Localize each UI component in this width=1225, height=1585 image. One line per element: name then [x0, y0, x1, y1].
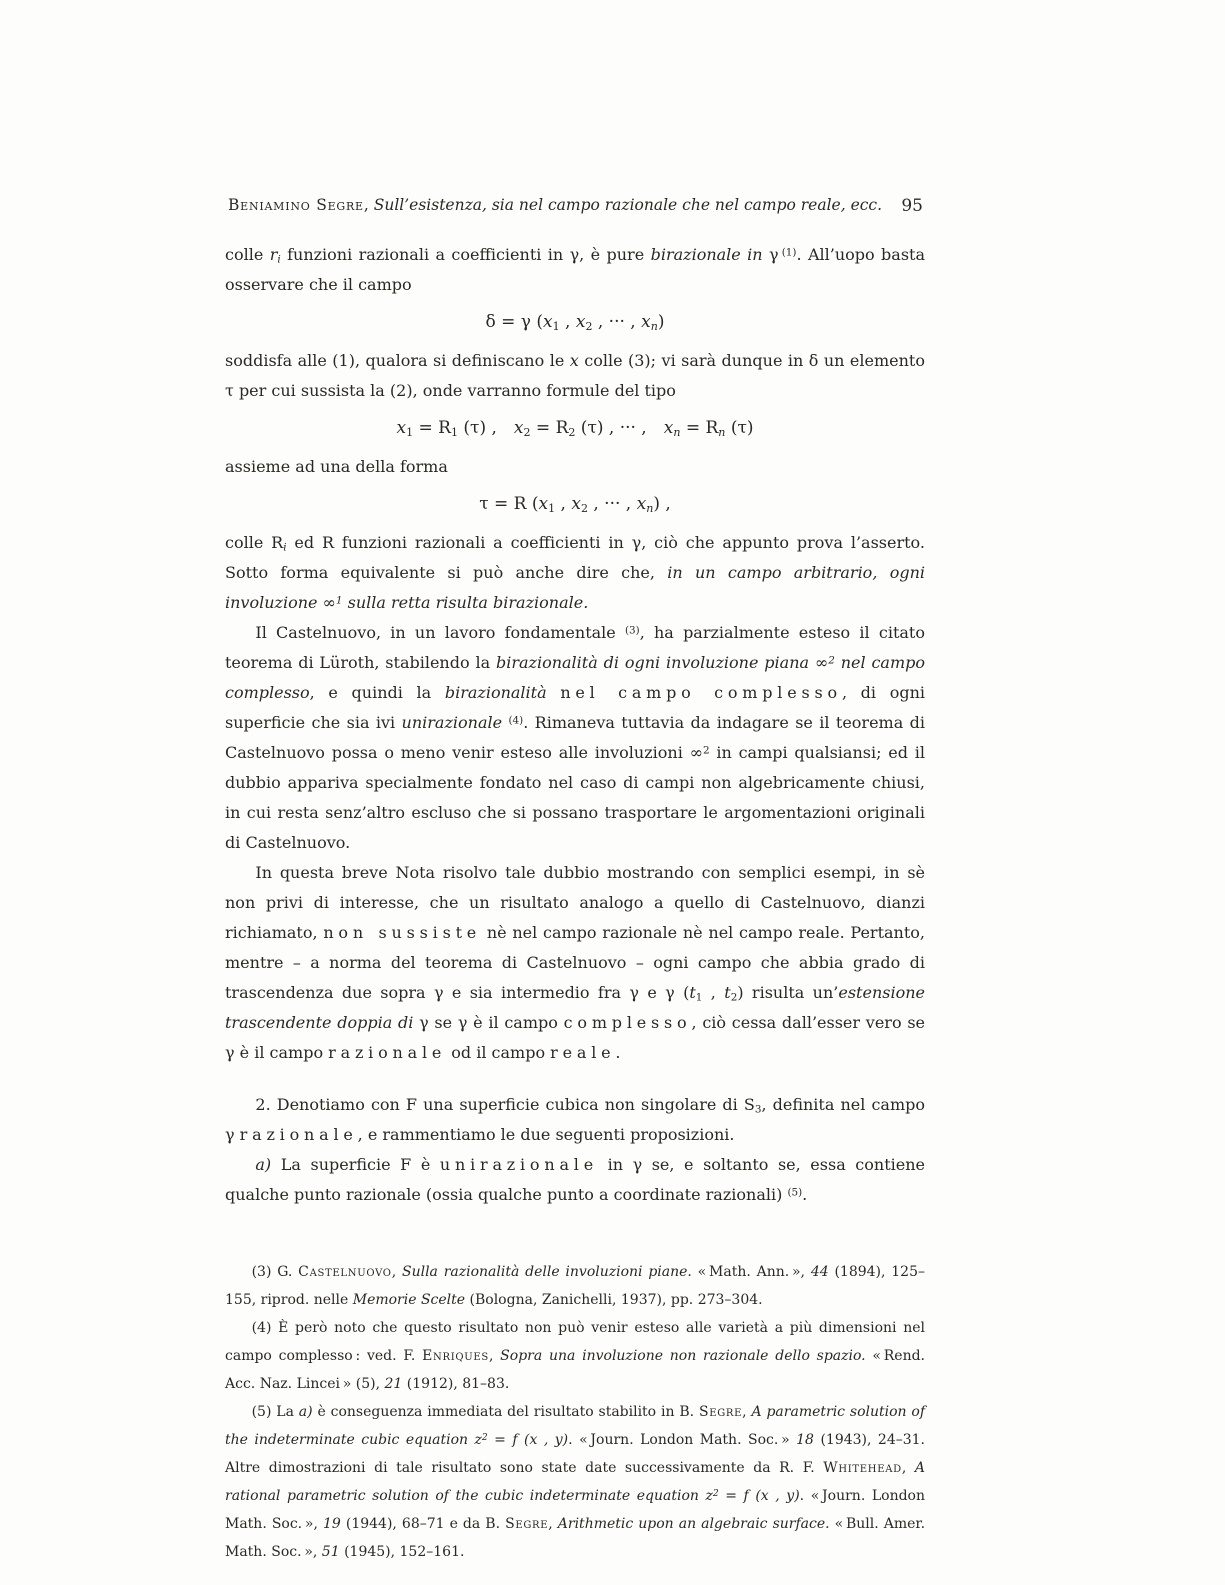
- text-run: Sulla razionalità delle involuzioni piane.: [401, 1264, 692, 1280]
- equation: [225, 491, 925, 517]
- footnote: [225, 1398, 925, 1566]
- text-run: colle (3); vi sarà dunque in δ un elemento τ per cui sussista la (2), onde varranno formule del tipo: [225, 351, 925, 400]
- text-run: , e quindi la: [309, 683, 445, 702]
- text-run: .: [802, 1185, 808, 1204]
- text-run: 3: [754, 1103, 762, 1116]
- text-run: 2: [568, 425, 576, 439]
- text-run: (τ) ,: [458, 418, 514, 438]
- footnote: [225, 1258, 925, 1314]
- text-run: colle: [225, 245, 270, 264]
- text-run: « Bull. Amer. Math. Soc. »,: [225, 1516, 926, 1560]
- text-run: x: [538, 494, 549, 514]
- text-run: x: [513, 418, 524, 438]
- text-run: in un campo arbitrario, ogni involuzione ∞: [225, 563, 925, 612]
- text-run: od il campo: [446, 1043, 551, 1062]
- text-run: n: [646, 501, 654, 515]
- paragraph: [225, 240, 925, 300]
- page-number: 95: [901, 196, 923, 216]
- text-run: 1: [406, 425, 414, 439]
- running-head-text: [225, 196, 925, 214]
- text-run: (1944), 68–71 e da B.: [340, 1516, 506, 1532]
- text-run: reale: [550, 1043, 616, 1062]
- text-run: , ciò cessa dall’esser vero se γ è il campo: [225, 1013, 925, 1062]
- text-run: 19: [323, 1516, 341, 1532]
- text-run: 2: [580, 501, 588, 515]
- text-run: birazionale in: [650, 245, 763, 264]
- text-run: Segre: [505, 1516, 549, 1532]
- text-run: 2: [585, 319, 593, 333]
- text-run: , ··· ,: [587, 494, 637, 514]
- text-run: Enriques: [422, 1348, 489, 1364]
- text-run: ,: [488, 1348, 501, 1364]
- text-run: x: [636, 494, 647, 514]
- text-run: 2: [523, 425, 531, 439]
- text-run: ,: [548, 1516, 558, 1532]
- paragraph: [225, 1090, 925, 1150]
- text-run: x: [575, 312, 586, 332]
- text-run: non sussiste: [323, 923, 482, 942]
- text-run: 18: [796, 1432, 814, 1448]
- text-run: A rational parametric solution of the cubic indeterminate equation z: [225, 1460, 925, 1504]
- text-run: n: [650, 319, 658, 333]
- text-run: 2: [712, 1488, 719, 1499]
- text-run: « Rend. Acc. Naz. Lincei » (5),: [225, 1348, 926, 1392]
- text-run: r: [269, 245, 278, 264]
- text-run: (4) È però noto che questo risultato non può venir esteso alle varietà a più dimensioni nel campo complesso : ved. F.: [225, 1320, 925, 1364]
- text-run: (τ) , ··· ,: [575, 418, 664, 438]
- text-run: sulla retta risulta birazionale.: [342, 593, 589, 612]
- text-run: (1943), 24–31. Altre dimostrazioni di tale risultato sono state date successivamente da R. F.: [225, 1432, 925, 1476]
- text-run: birazionalità di ogni involuzione piana ∞: [495, 653, 829, 672]
- running-head-title: Sull’esistenza, sia nel campo razionale che nel campo reale, ecc.: [373, 196, 883, 214]
- text-run: 1: [335, 594, 343, 607]
- text-run: ) risulta un’: [737, 983, 839, 1002]
- text-run: (3) G.: [251, 1264, 299, 1280]
- text-run: in γ se, e soltanto se, essa contiene qualche punto razionale (ossia qualche punto a coordinate razionali): [225, 1155, 925, 1204]
- equation: [225, 309, 925, 335]
- paragraph: [225, 346, 925, 406]
- text-run: soddisfa alle (1), qualora si definiscano le: [225, 351, 570, 370]
- text-run: Il Castelnuovo, in un lavoro fondamentale: [255, 623, 625, 642]
- text-run: 1: [552, 319, 560, 333]
- text-run: estensione trascendente doppia di: [225, 983, 925, 1032]
- text-run: Segre: [698, 1404, 743, 1420]
- text-run: è conseguenza immediata del risultato stabilito in B.: [312, 1404, 699, 1420]
- text-run: n: [673, 425, 681, 439]
- text-run: nè nel campo razionale nè nel campo reale. Pertanto, mentre – a norma del teorema di Castelnuovo – ogni campo che abbia grado di trascendenza due sopra γ e sia intermedio fra γ e γ (: [225, 923, 926, 1002]
- text-run: 51: [321, 1544, 340, 1560]
- running-head-author: Beniamino Segre: [227, 196, 364, 214]
- text-run: (5): [787, 1186, 803, 1199]
- text-run: x: [641, 312, 651, 332]
- text-run: = f (x , y): [487, 1432, 569, 1448]
- text-run: Sopra una involuzione non razionale dello spazio.: [500, 1348, 866, 1364]
- running-head: [225, 196, 925, 214]
- text-run: ): [657, 312, 665, 332]
- text-run: (1945), 152–161.: [339, 1544, 465, 1560]
- text-run: . Rimaneva tuttavia da indagare se il teorema di Castelnuovo possa o meno venir esteso alle involuzioni ∞: [225, 713, 926, 762]
- text-run: birazionalità: [444, 683, 547, 702]
- text-run: 21: [384, 1376, 403, 1392]
- text-run: ed R funzioni razionali a coefficienti in γ, ciò che appunto prova l’asserto. Sotto forma equivalente si può anche dire che,: [225, 533, 925, 582]
- text-run: Arithmetic upon an algebraic surface.: [557, 1516, 830, 1532]
- text-run: ,: [901, 1460, 915, 1476]
- text-run: 2: [730, 991, 738, 1004]
- text-run: a): [298, 1404, 313, 1420]
- text-run: n: [718, 425, 726, 439]
- text-run: = R: [680, 418, 719, 438]
- text-run: t: [724, 983, 731, 1002]
- text-run: x: [569, 351, 579, 370]
- text-run: ,: [702, 983, 725, 1002]
- text-run: unirazionale: [401, 713, 503, 732]
- text-run: (1894), 125–155, riprod. nelle: [225, 1264, 925, 1308]
- text-run: x: [663, 418, 674, 438]
- text-run: ,: [555, 494, 572, 514]
- text-run: A parametric solution of the indeterminate cubic equation z: [225, 1404, 926, 1448]
- text-run: , definita nel campo γ: [225, 1095, 925, 1144]
- paragraph: [225, 452, 925, 482]
- text-run: , e rammentiamo le due seguenti proposizioni.: [357, 1125, 735, 1144]
- text-run: (1912), 81–83.: [402, 1376, 510, 1392]
- text-run: i: [283, 541, 287, 554]
- footnote: [225, 1314, 925, 1398]
- text-run: x: [571, 494, 581, 514]
- paragraph: [225, 858, 925, 1068]
- text-run: (τ): [725, 418, 754, 438]
- text-run: (5) La: [251, 1404, 299, 1420]
- text-run: funzioni razionali a coefficienti in γ, è pure: [280, 245, 651, 264]
- text-run: = f (x , y): [718, 1488, 800, 1504]
- text-run: i: [277, 253, 281, 266]
- text-run: complesso: [563, 1013, 692, 1032]
- text-run: 1: [548, 501, 556, 515]
- text-run: 2: [481, 1432, 488, 1443]
- text-run: razionale: [239, 1125, 358, 1144]
- paragraph: [225, 1150, 925, 1210]
- paragraph: [225, 528, 925, 618]
- text-run: 2: [828, 654, 835, 667]
- text-run: a): [255, 1155, 272, 1174]
- text-run: unirazionale: [439, 1155, 598, 1174]
- text-run: , ··· ,: [592, 312, 642, 332]
- running-head-separator: ,: [363, 196, 374, 214]
- text-column: [225, 240, 925, 1566]
- text-run: t: [689, 983, 696, 1002]
- text-run: 44: [810, 1264, 829, 1280]
- text-run: γ: [762, 245, 782, 264]
- text-run: nel campo complesso: [560, 683, 842, 702]
- text-run: (3): [624, 624, 640, 637]
- text-run: in campi qualsiansi; ed il dubbio appariva specialmente fondato nel caso di campi non algebricamente chiusi, in cui resta senz’altro escluso che si possano trasportare le argomentazioni originali di Castelnuovo.: [225, 743, 926, 852]
- text-run: (Bologna, Zanichelli, 1937), pp. 273–304.: [465, 1292, 763, 1308]
- text-run: Whitehead: [823, 1460, 902, 1476]
- text-run: x: [543, 312, 553, 332]
- text-run: Memorie Scelte: [352, 1292, 466, 1308]
- text-run: = R: [413, 418, 451, 438]
- text-run: ) ,: [653, 494, 671, 514]
- text-run: colle R: [225, 533, 284, 552]
- text-run: razionale: [328, 1043, 447, 1062]
- text-run: 2. Denotiamo con F una superficie cubica non singolare di S: [255, 1095, 755, 1114]
- text-run: . « Journ. London Math. Soc. »: [568, 1432, 797, 1448]
- text-run: nel campo complesso: [225, 653, 926, 702]
- text-run: γ se γ è il campo: [413, 1013, 564, 1032]
- text-run: [547, 683, 561, 702]
- text-run: ,: [391, 1264, 402, 1280]
- text-run: δ = γ (: [485, 312, 543, 332]
- text-run: .: [615, 1043, 621, 1062]
- text-run: « Math. Ann. »,: [691, 1264, 811, 1280]
- text-run: (1): [781, 246, 797, 259]
- text-run: ,: [559, 312, 576, 332]
- text-run: assieme ad una della forma: [225, 457, 448, 476]
- text-run: . « Journ. London Math. Soc. »,: [225, 1488, 925, 1532]
- text-run: La superficie F è: [271, 1155, 440, 1174]
- text-run: 2: [702, 744, 710, 757]
- text-run: 1: [695, 991, 703, 1004]
- text-run: τ = R (: [479, 494, 539, 514]
- text-run: = R: [530, 418, 569, 438]
- equation: [225, 415, 925, 441]
- text-run: ,: [742, 1404, 752, 1420]
- text-run: , ha parzialmente esteso il citato teorema di Lüroth, stabilendo la: [225, 623, 925, 672]
- text-run: x: [396, 418, 407, 438]
- text-run: . All’uopo basta osservare che il campo: [225, 245, 926, 294]
- text-run: In questa breve Nota risolvo tale dubbio mostrando con semplici esempi, in sè non privi di interesse, che un risultato analogo a quello di Castelnuovo, dianzi richiamato,: [225, 863, 925, 942]
- text-run: (4): [508, 714, 524, 727]
- text-run: , di ogni superficie che sia ivi: [225, 683, 926, 732]
- paragraph: [225, 618, 925, 858]
- text-run: 1: [450, 425, 458, 439]
- text-run: Castelnuovo: [298, 1264, 392, 1280]
